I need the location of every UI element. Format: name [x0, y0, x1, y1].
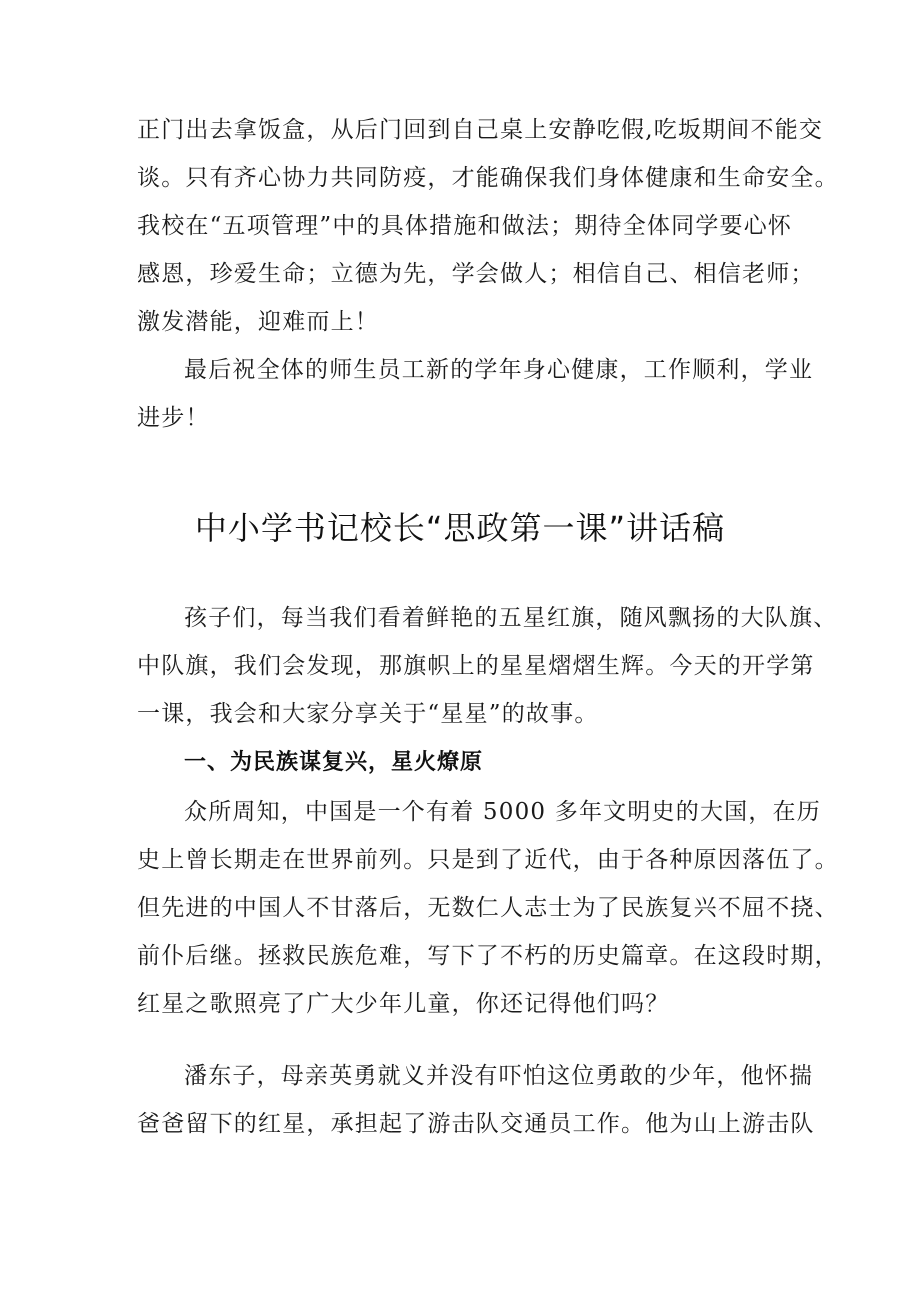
- para-line: 爸爸留下的红星，承担起了游击队交通员工作。他为山上游击队: [137, 1111, 815, 1137]
- closing-line: 最后祝全体的师生员工新的学年身心健康，工作顺利，学业: [184, 357, 814, 383]
- text-line: 谈。只有齐心协力共同防疫，才能确保我们身体健康和生命安全。: [137, 165, 839, 191]
- section-heading: 一、为民族谋复兴，星火燎原: [184, 750, 484, 775]
- intro-line: 中队旗，我们会发现，那旗帜上的星星熠熠生辉。今天的开学第: [137, 653, 815, 679]
- text-line: 激发潜能，迎难而上！: [137, 309, 379, 335]
- document-title: 中小学书记校长“思政第一课”讲话稿: [194, 509, 726, 547]
- text-line: 我校在“五项管理”中的具体措施和做法；期待全体同学要心怀: [137, 213, 793, 239]
- text-line: 正门出去拿饭盒，从后门回到自己桌上安静吃假,吃坂期间不能交: [137, 117, 824, 143]
- closing-line: 进步！: [137, 405, 210, 431]
- para-line: 众所周知，中国是一个有着 5000 多年文明史的大国，在历: [184, 799, 821, 825]
- para-line: 红星之歌照亮了广大少年儿童，你还记得他们吗？: [137, 991, 670, 1017]
- para-line: 史上曾长期走在世界前列。只是到了近代，由于各种原因落伍了。: [137, 847, 839, 873]
- para-line: 潘东子，母亲英勇就义并没有吓怕这位勇敢的少年，他怀揣: [184, 1063, 814, 1089]
- para-line: 前仆后继。拯救民族危难，写下了不朽的历史篇章。在这段时期，: [137, 943, 839, 969]
- text-line: 感恩，珍爱生命；立德为先，学会做人；相信自己、相信老师；: [137, 261, 815, 287]
- para-line: 但先进的中国人不甘落后，无数仁人志士为了民族复兴不屈不挠、: [137, 895, 839, 921]
- intro-line: 一课，我会和大家分享关于“星星”的故事。: [137, 701, 599, 727]
- intro-line: 孩子们，每当我们看着鲜艳的五星红旗，随风飘扬的大队旗、: [184, 605, 838, 631]
